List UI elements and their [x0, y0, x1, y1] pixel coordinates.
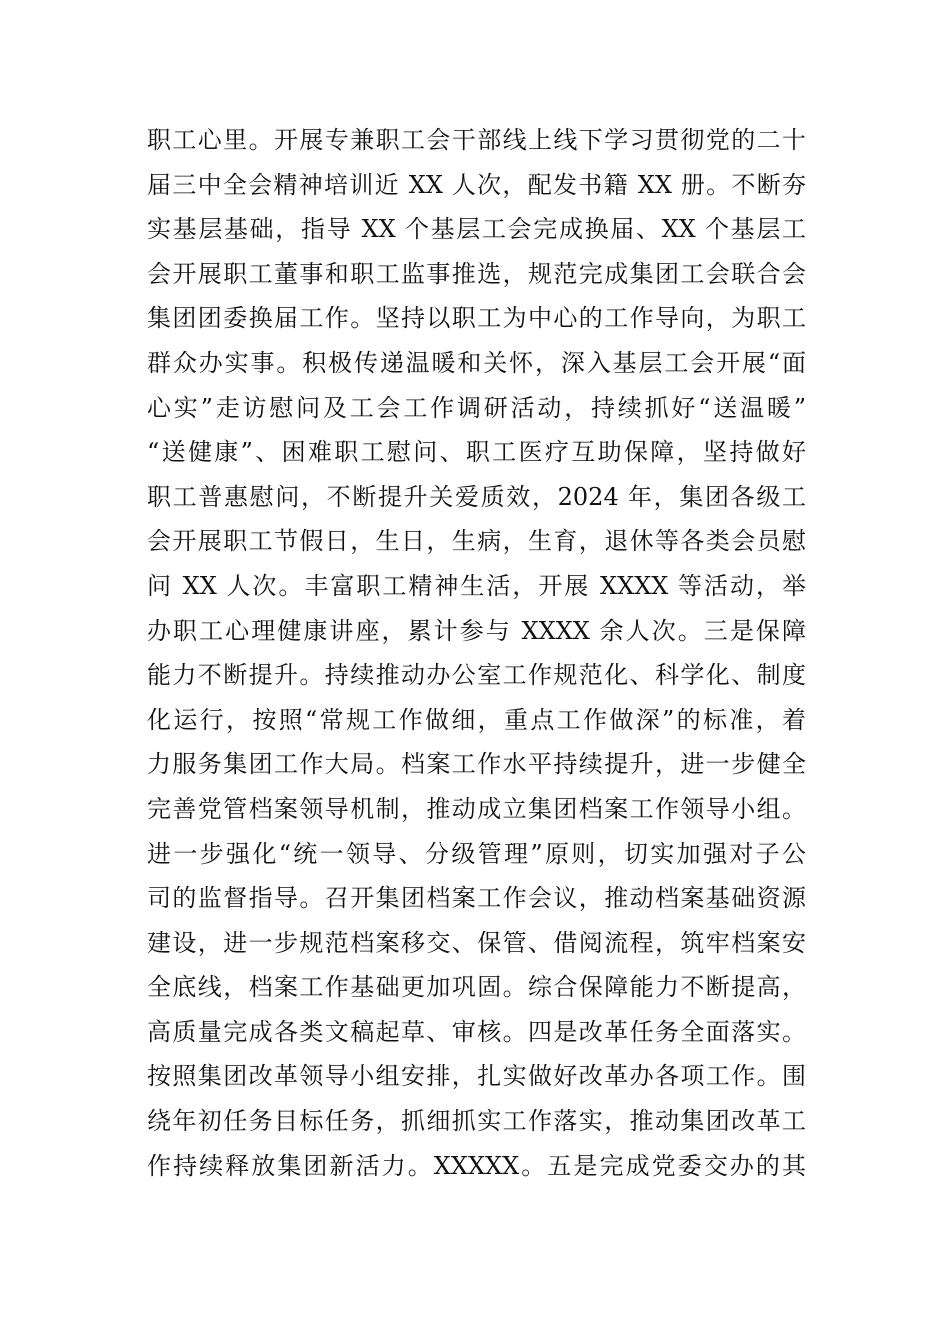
text-line: 进一步强化“统一领导、分级管理”原则，切实加强对子公 — [147, 839, 806, 868]
text-line: “送健康”、困难职工慰问、职工医疗互助保障，坚持做好 — [147, 438, 806, 467]
text-line: 作持续释放集团新活力。XXXXX。五是完成党委交办的其 — [147, 1151, 806, 1180]
text-line: 届三中全会精神培训近 XX 人次，配发书籍 XX 册。不断夯 — [147, 170, 806, 199]
text-line: 会开展职工节假日，生日，生病，生育，退休等各类会员慰 — [147, 527, 806, 556]
text-line: 全底线，档案工作基础更加巩固。综合保障能力不断提高， — [147, 973, 806, 1002]
text-line: 能力不断提升。持续推动办公室工作规范化、科学化、制度 — [147, 661, 806, 690]
text-line: 按照集团改革领导小组安排，扎实做好改革办各项工作。围 — [147, 1062, 806, 1091]
text-line: 力服务集团工作大局。档案工作水平持续提升，进一步健全 — [147, 750, 806, 779]
text-line: 职工普惠慰问，不断提升关爱质效，2024 年，集团各级工 — [147, 482, 806, 511]
text-line: 高质量完成各类文稿起草、审核。四是改革任务全面落实。 — [147, 1017, 806, 1046]
text-line: 问 XX 人次。丰富职工精神生活，开展 XXXX 等活动，举 — [147, 571, 806, 600]
text-line: 办职工心理健康讲座，累计参与 XXXX 余人次。三是保障 — [147, 616, 806, 645]
text-line: 实基层基础，指导 XX 个基层工会完成换届、XX 个基层工 — [147, 215, 806, 244]
text-line: 完善党管档案领导机制，推动成立集团档案工作领导小组。 — [147, 794, 806, 823]
text-line: 绕年初任务目标任务，抓细抓实工作落实，推动集团改革工 — [147, 1107, 806, 1136]
text-line: 群众办实事。积极传递温暖和关怀，深入基层工会开展“面 — [147, 348, 806, 377]
text-line: 会开展职工董事和职工监事推选，规范完成集团工会联合会 — [147, 259, 806, 288]
text-line: 职工心里。开展专兼职工会干部线上线下学习贯彻党的二十 — [147, 126, 806, 154]
text-line: 集团团委换届工作。坚持以职工为中心的工作导向，为职工 — [147, 304, 806, 333]
text-line: 建设，进一步规范档案移交、保管、借阅流程，筑牢档案安 — [147, 928, 806, 957]
text-line: 化运行，按照“常规工作做细，重点工作做深”的标准，着 — [147, 705, 806, 734]
text-line: 司的监督指导。召开集团档案工作会议，推动档案基础资源 — [147, 884, 806, 913]
document-body — [147, 122, 806, 1192]
text-line: 心实”走访慰问及工会工作调研活动，持续抓好“送温暖” — [147, 393, 806, 422]
